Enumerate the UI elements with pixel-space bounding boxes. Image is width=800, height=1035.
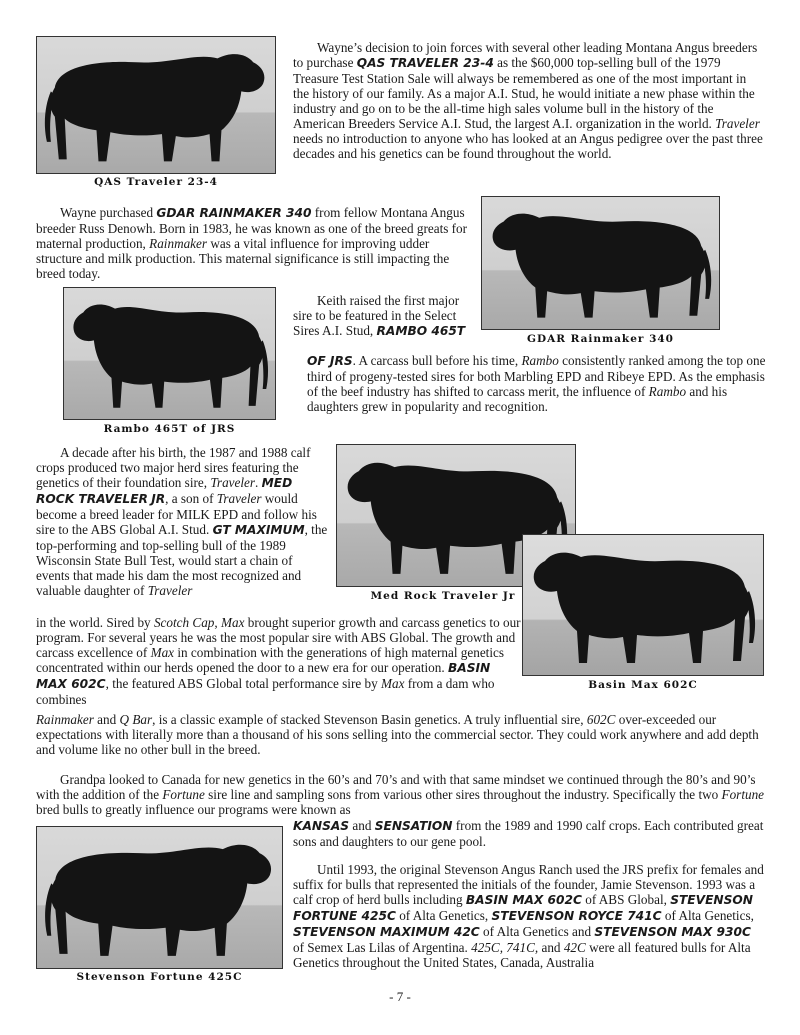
photo-gdar-rainmaker xyxy=(481,196,720,330)
caption-stevenson-fortune: Stevenson Fortune 425C xyxy=(76,971,243,983)
photo-basin-max xyxy=(522,534,764,676)
photo-stevenson-fortune xyxy=(36,826,283,969)
caption-med-rock-traveler: Med Rock Traveler Jr xyxy=(370,590,516,602)
caption-rambo: Rambo 465T of JRS xyxy=(103,423,236,435)
paragraph-gdar-rainmaker: Wayne purchased GDAR RAINMAKER 340 from fellow Montana Angus breeder Russ Denowh. Born in 1983, he was known as one of the breed greats for maternal production, Rainmaker was a vital influence for improving udder structure and milk production. This maternal significance is still impacting the breed today. xyxy=(36,205,468,281)
paragraph-basin-max-full-width: Rainmaker and Q Bar, is a classic example of stacked Stevenson Basin genetics. A truly influential sire, 602C over-exceeded our expectations with literally more than a thousand of his sons selling into the commercial sector. They could work anywhere and add depth and volume like no other bull in the breed. xyxy=(36,712,759,757)
paragraph-fortune-line: Grandpa looked to Canada for new genetics in the 60’s and 70’s and with that same mindset we continued through the 80’s and 90’s with the addition of the Fortune sire line and sampling sons from various other sires throughout the industry. Specifically the two Fortune bred bulls to greatly influence our programs were known as xyxy=(36,772,765,817)
paragraph-rambo: OF JRS. A carcass bull before his time, Rambo consistently ranked among the top one third of progeny-tested sires for both Marbling EPD and Ribeye EPD. As the emphasis of the beef industry has shifted to carcass merit, the influence of Rambo and his daughters grew in popularity and recognition. xyxy=(307,353,766,414)
paragraph-kansas-sensation: KANSAS and SENSATION from the 1989 and 1990 calf crops. Each contributed great sons and daughters to our gene pool. xyxy=(293,818,764,849)
photo-rambo xyxy=(63,287,276,420)
photo-qas-traveler xyxy=(36,36,276,174)
paragraph-qas-traveler: Wayne’s decision to join forces with several other leading Montana Angus breeders to purchase QAS TRAVELER 23-4 as the $60,000 top-selling bull of the 1979 Treasure Test Station Sale will always be remembered as one of the most important in the history of our family. As a major A.I. Stud, he would initiate a new phase within the industry and go on to be the all-time high sales volume bull in the history of the American Breeders Service A.I. Stud, the largest A.I. organization in the world. Traveler needs no introduction to anyone who has looked at an Angus pedigree over the past three decades and his genetics can be found throughout the world. xyxy=(293,40,763,161)
caption-basin-max: Basin Max 602C xyxy=(588,679,698,691)
page-number: - 7 - xyxy=(389,989,411,1004)
paragraph-rambo-top: Keith raised the first major sire to be featured in the Select Sires A.I. Stud, RAMBO 465T xyxy=(293,293,466,338)
paragraph-med-rock-continued: in the world. Sired by Scotch Cap, Max brought superior growth and carcass genetics to our program. For several years he was the most popular sire with ABS Global. The growth and carcass excellence of Max in combination with the generations of high maternal genetics concentrated within our herds opened the door to a new era for our operation. BASIN MAX 602C, the featured ABS Global total performance sire by Max from a dam who combines xyxy=(36,615,521,707)
paragraph-stevenson-1993: Until 1993, the original Stevenson Angus Ranch used the JRS prefix for females and suffix for bulls that represented the initials of the founder, Jamie Stevenson. 1993 was a calf crop of herd bulls including BASIN MAX 602C of ABS Global, STEVENSON FORTUNE 425C of Alta Genetics, STEVENSON ROYCE 741C of Alta Genetics, STEVENSON MAXIMUM 42C of Alta Genetics and STEVENSON MAX 930C of Semex Las Lilas of Argentina. 425C, 741C, and 42C were all featured bulls for Alta Genetics throughout the United States, Canada, Australia xyxy=(293,862,764,970)
caption-gdar-rainmaker: GDAR Rainmaker 340 xyxy=(527,333,674,345)
paragraph-med-rock-basin-max: A decade after his birth, the 1987 and 1988 calf crops produced two major herd sires featuring the genetics of their foundation sire, Traveler. MED ROCK TRAVELER JR, a son of Traveler would become a breed leader for MILK EPD and follow his sire to the ABS Global A.I. Stud. GT MAXIMUM, the top-performing and top-selling bull of the 1989 Wisconsin State Bull Test, would start a chain of events that made his dam the most recognized and valuable daughter of Traveler xyxy=(36,445,328,598)
caption-qas-traveler: QAS Traveler 23-4 xyxy=(94,176,218,188)
